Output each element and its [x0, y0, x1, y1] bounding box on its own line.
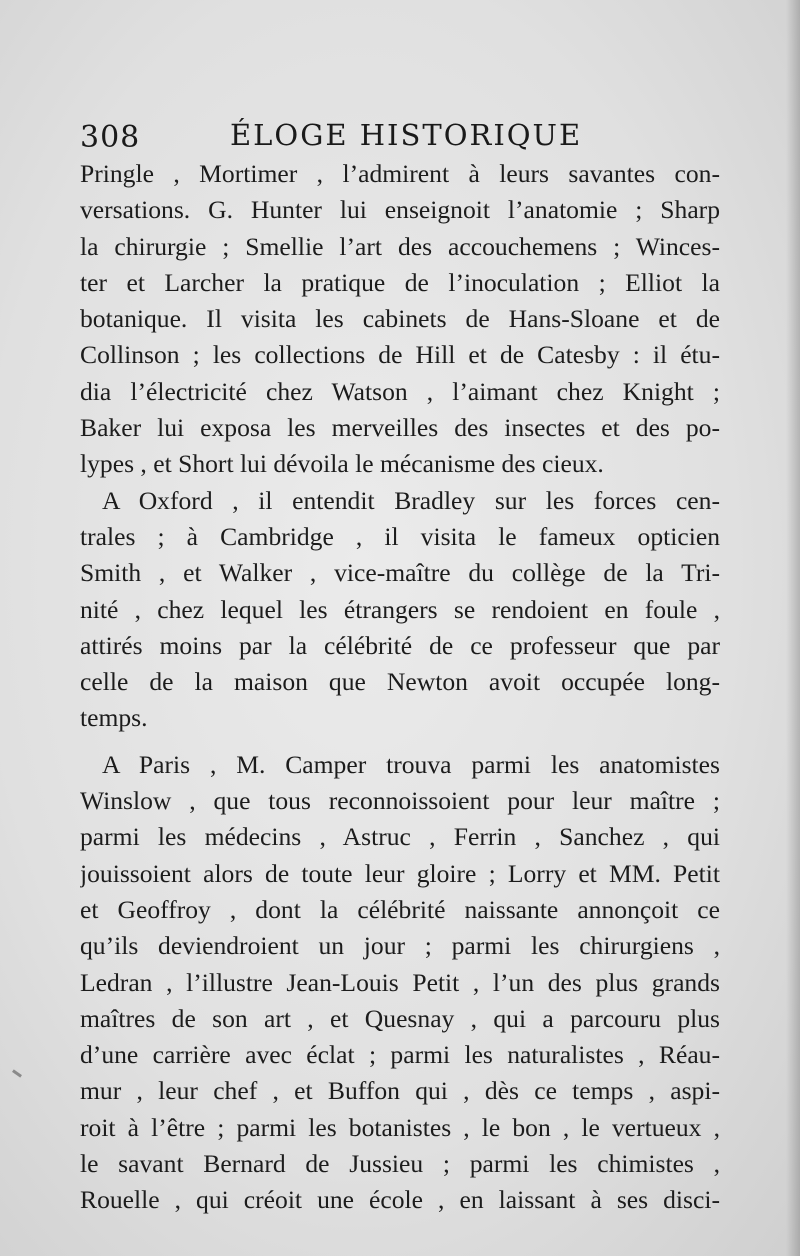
page-header — [80, 114, 720, 154]
text-line: et Geoffroy , dont la célébrité naissante annonçoit ce — [80, 894, 720, 924]
text-line: Collinson ; les collections de Hill et de Catesby : il étu- — [80, 340, 720, 370]
ink-speck — [12, 1069, 22, 1077]
text-line: A Paris , M. Camper trouva parmi les anatomistes — [102, 749, 720, 779]
text-line: le savant Bernard de Jussieu ; parmi les chimistes , — [80, 1149, 720, 1179]
text-line: Pringle , Mortimer , l’admirent à leurs savantes con- — [80, 159, 720, 188]
text-line: la chirurgie ; Smellie l’art des accouchemens ; Winces- — [80, 231, 720, 261]
text-line: nité , chez lequel les étrangers se rendoient en foule , — [80, 594, 720, 624]
text-line: A Oxford , il entendit Bradley sur les forces cen- — [102, 485, 720, 515]
text-line: celle de la maison que Newton avoit occupée long- — [80, 667, 720, 697]
text-line: attirés moins par la célébrité de ce professeur que par — [80, 630, 720, 660]
paragraph-gap — [80, 737, 720, 747]
text-line: lypes , et Short lui dévoila le mécanisme des cieux. — [80, 449, 604, 479]
text-line: temps. — [80, 703, 148, 733]
body-text — [80, 156, 720, 1219]
page-number: 308 — [80, 120, 141, 155]
text-line: roit à l’être ; parmi les botanistes , le bon , le vertueux , — [80, 1112, 720, 1142]
text-line: parmi les médecins , Astruc , Ferrin , Sanchez , qui — [80, 822, 720, 852]
text-line: trales ; à Cambridge , il visita le fameux opticien — [80, 521, 720, 551]
text-line: Ledran , l’illustre Jean-Louis Petit , l’un des plus grands — [80, 967, 720, 997]
page-edge-shadow — [786, 0, 800, 1256]
text-line: ter et Larcher la pratique de l’inoculation ; Elliot la — [80, 267, 720, 297]
text-line: qu’ils deviendroient un jour ; parmi les chirurgiens , — [80, 931, 720, 961]
text-line: versations. G. Hunter lui enseignoit l’anatomie ; Sharp — [80, 195, 720, 225]
text-line: dia l’électricité chez Watson , l’aimant chez Knight ; — [80, 376, 720, 406]
running-title: ÉLOGE HISTORIQUE — [230, 118, 583, 152]
text-line: Smith , et Walker , vice-maître du collège de la Tri- — [80, 558, 720, 588]
text-line: botanique. Il visita les cabinets de Hans-Sloane et de — [80, 304, 720, 334]
text-line: jouissoient alors de toute leur gloire ; Lorry et MM. Petit — [80, 858, 720, 888]
text-line: d’une carrière avec éclat ; parmi les naturalistes , Réau- — [80, 1040, 720, 1070]
text-line: Winslow , que tous reconnoissoient pour leur maître ; — [80, 786, 720, 816]
text-line: Rouelle , qui créoit une école , en laissant à ses disci- — [80, 1185, 720, 1215]
text-line: mur , leur chef , et Buffon qui , dès ce temps , aspi- — [80, 1076, 720, 1106]
text-line: Baker lui exposa les merveilles des insectes et des po- — [80, 413, 720, 443]
text-line: maîtres de son art , et Quesnay , qui a parcouru plus — [80, 1003, 720, 1033]
